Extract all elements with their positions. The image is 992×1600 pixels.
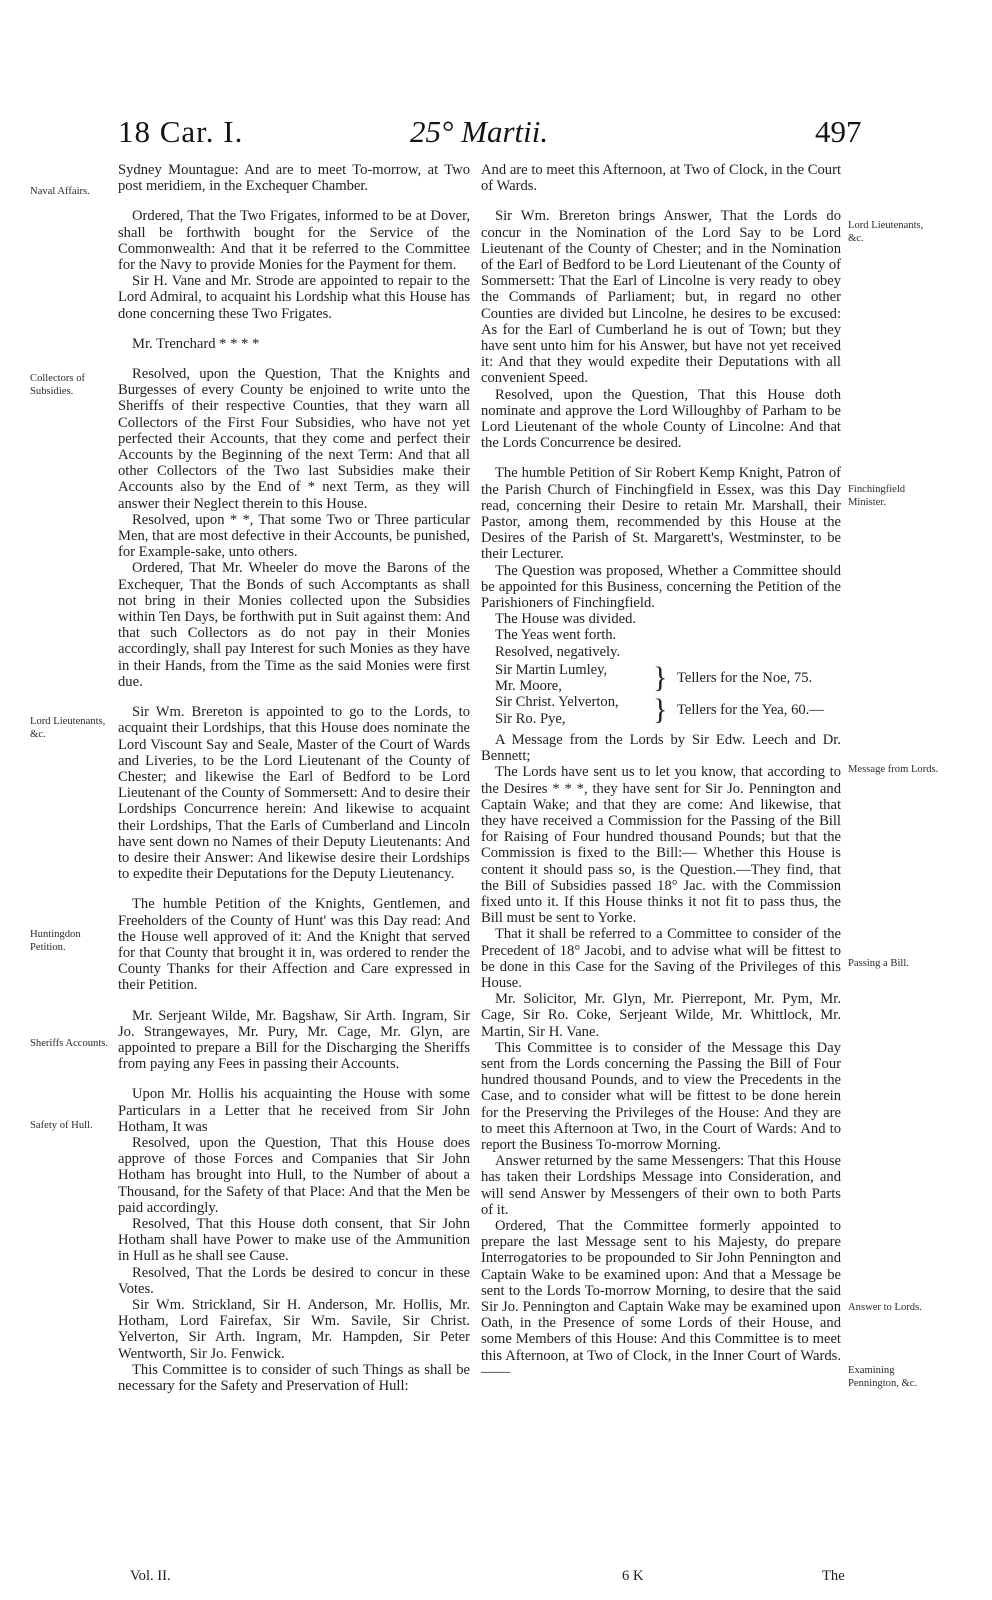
paragraph: Answer returned by the same Messengers: That this House has taken their Lordships Message into Consideration, and will send Answer by Messengers of their own to both Parts of it. — [481, 1153, 841, 1218]
signature-mark: 6 K — [622, 1568, 644, 1584]
paragraph: The Lords have sent us to let you know, that according to the Desires * * *, they have sent for Sir Jo. Pennington and Captain Wake; and that they are come: And likewise, that they have received a Commission for the Passing of the Bill for Raising of Four hundred thousand Pounds; but that the Commission is fixed to the Bill:— Whether this House is content it should pass so, is the Question.—They find, that the Bill of Subsidies passed 18° Jac. with the Commission fixed unto it. If this House thinks it not fit to pass thus, the Bill must be sent to Yorke. — [481, 764, 841, 927]
paragraph: Resolved, upon the Question, That the Knights and Burgesses of every County be enjoined to write unto the Sheriffs of their respective Counties, that they warn all Collectors of the First Four Subsidies, who have not yet perfected their Accounts, that they come and perfect their Accounts by the Beginning of the next Term: And that all other Collectors of the Two last Subsidies make their Accounts also by the End of * next Term, as they will answer their Neglect therein to this House. — [118, 366, 470, 512]
paragraph: Resolved, upon the Question, That this House doth nominate and approve the Lord Willoughby of Parham to be Lord Lieutenant of the whole County of Lincolne: And that the Lords Concurrence be desired. — [481, 386, 841, 452]
paragraph: Mr. Serjeant Wilde, Mr. Bagshaw, Sir Arth. Ingram, Sir Jo. Strangewayes, Mr. Pury, Mr. Cage, Mr. Glyn, are appointed to prepare a Bill for the Discharging the Sheriffs from paying any Fees in passing their Accounts. — [118, 1007, 470, 1073]
margin-note-examining: Examining Pennington, &c. — [848, 1365, 918, 1389]
tellers-noe-label: Tellers for the Noe, 75. — [677, 669, 813, 686]
right-column — [481, 162, 841, 1380]
paragraph: And are to meet this Afternoon, at Two of Clock, in the Court of Wards. — [481, 162, 841, 195]
paragraph: Resolved, upon * *, That some Two or Three particular Men, that are most defective in their Accounts, be punished, for Example-sake, unto others. — [118, 511, 470, 561]
paragraph: Resolved, upon the Question, That this House does approve of those Forces and Companies that Sir John Hotham has brought into Hull, to the Number of about a Thousand, for the Safety of that Place: And that the Men be paid accordingly. — [118, 1134, 470, 1216]
paragraph: Sir H. Vane and Mr. Strode are appointed to repair to the Lord Admiral, to acquaint his Lordship what this House has done concerning these Two Frigates. — [118, 273, 470, 322]
paragraph: Resolved, negatively. — [495, 643, 621, 660]
paragraph: A Message from the Lords by Sir Edw. Leech and Dr. Bennett; — [481, 731, 841, 765]
teller-name: Mr. Moore, — [495, 678, 562, 695]
tellers-yea-label: Tellers for the Yea, 60.— — [677, 701, 824, 718]
margin-note-finchingfield: Finchingfield Minister. — [848, 484, 906, 508]
paragraph: Sir Wm. Strickland, Sir H. Anderson, Mr. Hollis, Mr. Hotham, Lord Fairefax, Sir Wm. Savile, Sir Christ. Yelverton, Sir Arth. Ingram, Mr. Hampden, Sir Peter Wentworth, Sir Jo. Fenwick. — [118, 1297, 470, 1362]
brace-icon: } — [653, 692, 668, 726]
paragraph: This Committee is to consider of the Message this Day sent from the Lords concerning the Passing the Bill of Four hundred thousand Pounds, and to view the Precedents in the Case, and to consider what will be fittest to be done herein for the Preserving the Privileges of the House: And they are to meet this Afternoon at Two, in the Court of Wards: And to report the Business To-morrow Morning. — [481, 1039, 841, 1153]
paragraph: That it shall be referred to a Committee to consider of the Precedent of 18° Jacobi, and to advise what will be fittest to be done in this Case for the Saving of the Privileges of this House. — [481, 926, 841, 991]
paragraph: The Question was proposed, Whether a Committee should be appointed for this Business, concerning the Petition of the Parishioners of Finchingfield. — [481, 562, 841, 612]
paragraph: Sir Wm. Brereton is appointed to go to the Lords, to acquaint their Lordships, that this House does nominate the Lord Viscount Say and Seale, Master of the Court of Wards and Liveries, to be the Lord Lieutenant of the County of Chester; and likewise the Earl of Bedford to be Lord Lieutenant of the County of Sommersett: And to desire their Lordships Concurrence herein: And likewise to acquaint their Lordships, That the Earls of Cumberland and Lincoln have sent down no Names of their Deputy Lieutenants: And to desire their Answer: And likewise desire their Lordships to expedite their Deputations for the Deputy Lieutenancy. — [118, 704, 470, 883]
left-column — [118, 162, 470, 1394]
teller-name: Sir Martin Lumley, — [495, 661, 608, 678]
paragraph: Resolved, That this House doth consent, that Sir John Hotham shall have Power to make use of the Ammunition in Hull as he shall see Cause. — [118, 1215, 470, 1265]
paragraph: The House was divided. — [495, 611, 637, 628]
paragraph: Upon Mr. Hollis his acquainting the House with some Particulars in a Letter that he received from Sir John Hotham, It was — [118, 1086, 470, 1135]
paragraph: Resolved, That the Lords be desired to concur in these Votes. — [118, 1264, 470, 1297]
teller-name: Sir Christ. Yelverton, — [495, 694, 619, 711]
margin-note-passing: Passing a Bill. — [848, 958, 909, 969]
margin-note-hull: Safety of Hull. — [30, 1120, 93, 1131]
margin-note-answer: Answer to Lords. — [848, 1302, 922, 1313]
tellers-block — [481, 662, 841, 726]
catchword: The — [822, 1568, 845, 1584]
paragraph: Sydney Mountague: And are to meet To-morrow, at Two post meridiem, in the Exchequer Chamber. — [118, 162, 470, 195]
regnal-year: 18 Car. I. — [118, 114, 244, 149]
paragraph: Ordered, That the Committee formerly appointed to prepare the last Message sent to his Majesty, do prepare Interrogatories to be propounded to Sir John Pennington and Captain Wake to be examined upon: And that a Message be sent to the Lords To-morrow Morning, to desire that the said Sir Jo. Pennington and Captain Wake may be examined upon Oath, in the Presence of some Lords of their House, and some Members of this House: And this Committee is to meet this Afternoon, at Two of Clock, in the Inner Court of Wards.—— — [481, 1217, 841, 1380]
page-number: 497 — [815, 114, 862, 149]
paragraph: Mr. Trenchard * * * * — [132, 335, 260, 352]
margin-note-sheriffs: Sheriffs Accounts. — [30, 1038, 109, 1049]
tellers-names — [495, 662, 655, 727]
paragraph: Ordered, That the Two Frigates, informed to be at Dover, shall be forthwith bought for the Service of the Commonwealth: And that it be referred to the Committee for the Navy to provide Monies for the Payment for them. — [118, 208, 470, 274]
paragraph: Ordered, That Mr. Wheeler do move the Barons of the Exchequer, That the Bonds of such Accomptants as shall not bring in their Monies collected upon the Subsidies within Ten Days, be forthwith put in Suit against them: And that such Collectors as do not pay in their Monies accordingly, shall pay Interest for such Monies as they have in their Hands, from the Time as the said Monies were first due. — [118, 560, 470, 690]
brace-icon: } — [653, 660, 668, 694]
date-heading: 25° Martii. — [410, 114, 549, 149]
margin-note-message: Message from Lords. — [848, 764, 939, 775]
teller-name: Sir Ro. Pye, — [495, 710, 566, 727]
page-header — [0, 112, 992, 156]
margin-note-lord-lieutenants: Lord Lieutenants, &c. — [30, 716, 106, 740]
paragraph: Sir Wm. Brereton brings Answer, That the Lords do concur in the Nomination of the Lord Say to be Lord Lieutenant of the County of Chester; and in the Nomination of the Earl of Bedford to be Lord Lieutenant of the County of Sommersett: That the Earl of Lincolne is very ready to obey the Commands of Parliament; but, in regard no other Counties are divided but Lincolne, he desires to be excused: As for the Earl of Cumberland he is out of Town; but they have sent unto him for his Answer, but have not yet received it: And that they would expedite their Deputations with all convenient Speed. — [481, 208, 841, 387]
volume-label: Vol. II. — [130, 1568, 171, 1584]
paragraph: This Committee is to consider of such Things as shall be necessary for the Safety and Preservation of Hull: — [118, 1361, 470, 1395]
paragraph: Mr. Solicitor, Mr. Glyn, Mr. Pierrepont, Mr. Pym, Mr. Cage, Sir Ro. Coke, Serjeant Wilde, Mr. Whittlock, Mr. Martin, Sir H. Vane. — [481, 991, 841, 1040]
margin-note-naval: Naval Affairs. — [30, 186, 90, 197]
margin-note-huntingdon: Huntingdon Petition. — [30, 929, 81, 953]
paragraph: The humble Petition of the Knights, Gentlemen, and Freeholders of the County of Hunt' was this Day read: And the House well approved of it: And the Knight that served for that County that brought it in, was ordered to render the County Thanks for their Affection and Care expressed in their Petition. — [118, 896, 470, 994]
margin-note-collectors: Collectors of Subsidies. — [30, 373, 86, 397]
paragraph: The humble Petition of Sir Robert Kemp Knight, Patron of the Parish Church of Finchingfield in Essex, was this Day read, concerning their Desire to retain Mr. Marshall, their Pastor, among them, recommended by this House at the Desires of the Parish of St. Margarett's, Westminster, to be their Lecturer. — [481, 465, 841, 563]
paragraph: The Yeas went forth. — [495, 627, 617, 644]
margin-note-lord-lieutenants-right: Lord Lieutenants, &c. — [848, 220, 924, 244]
